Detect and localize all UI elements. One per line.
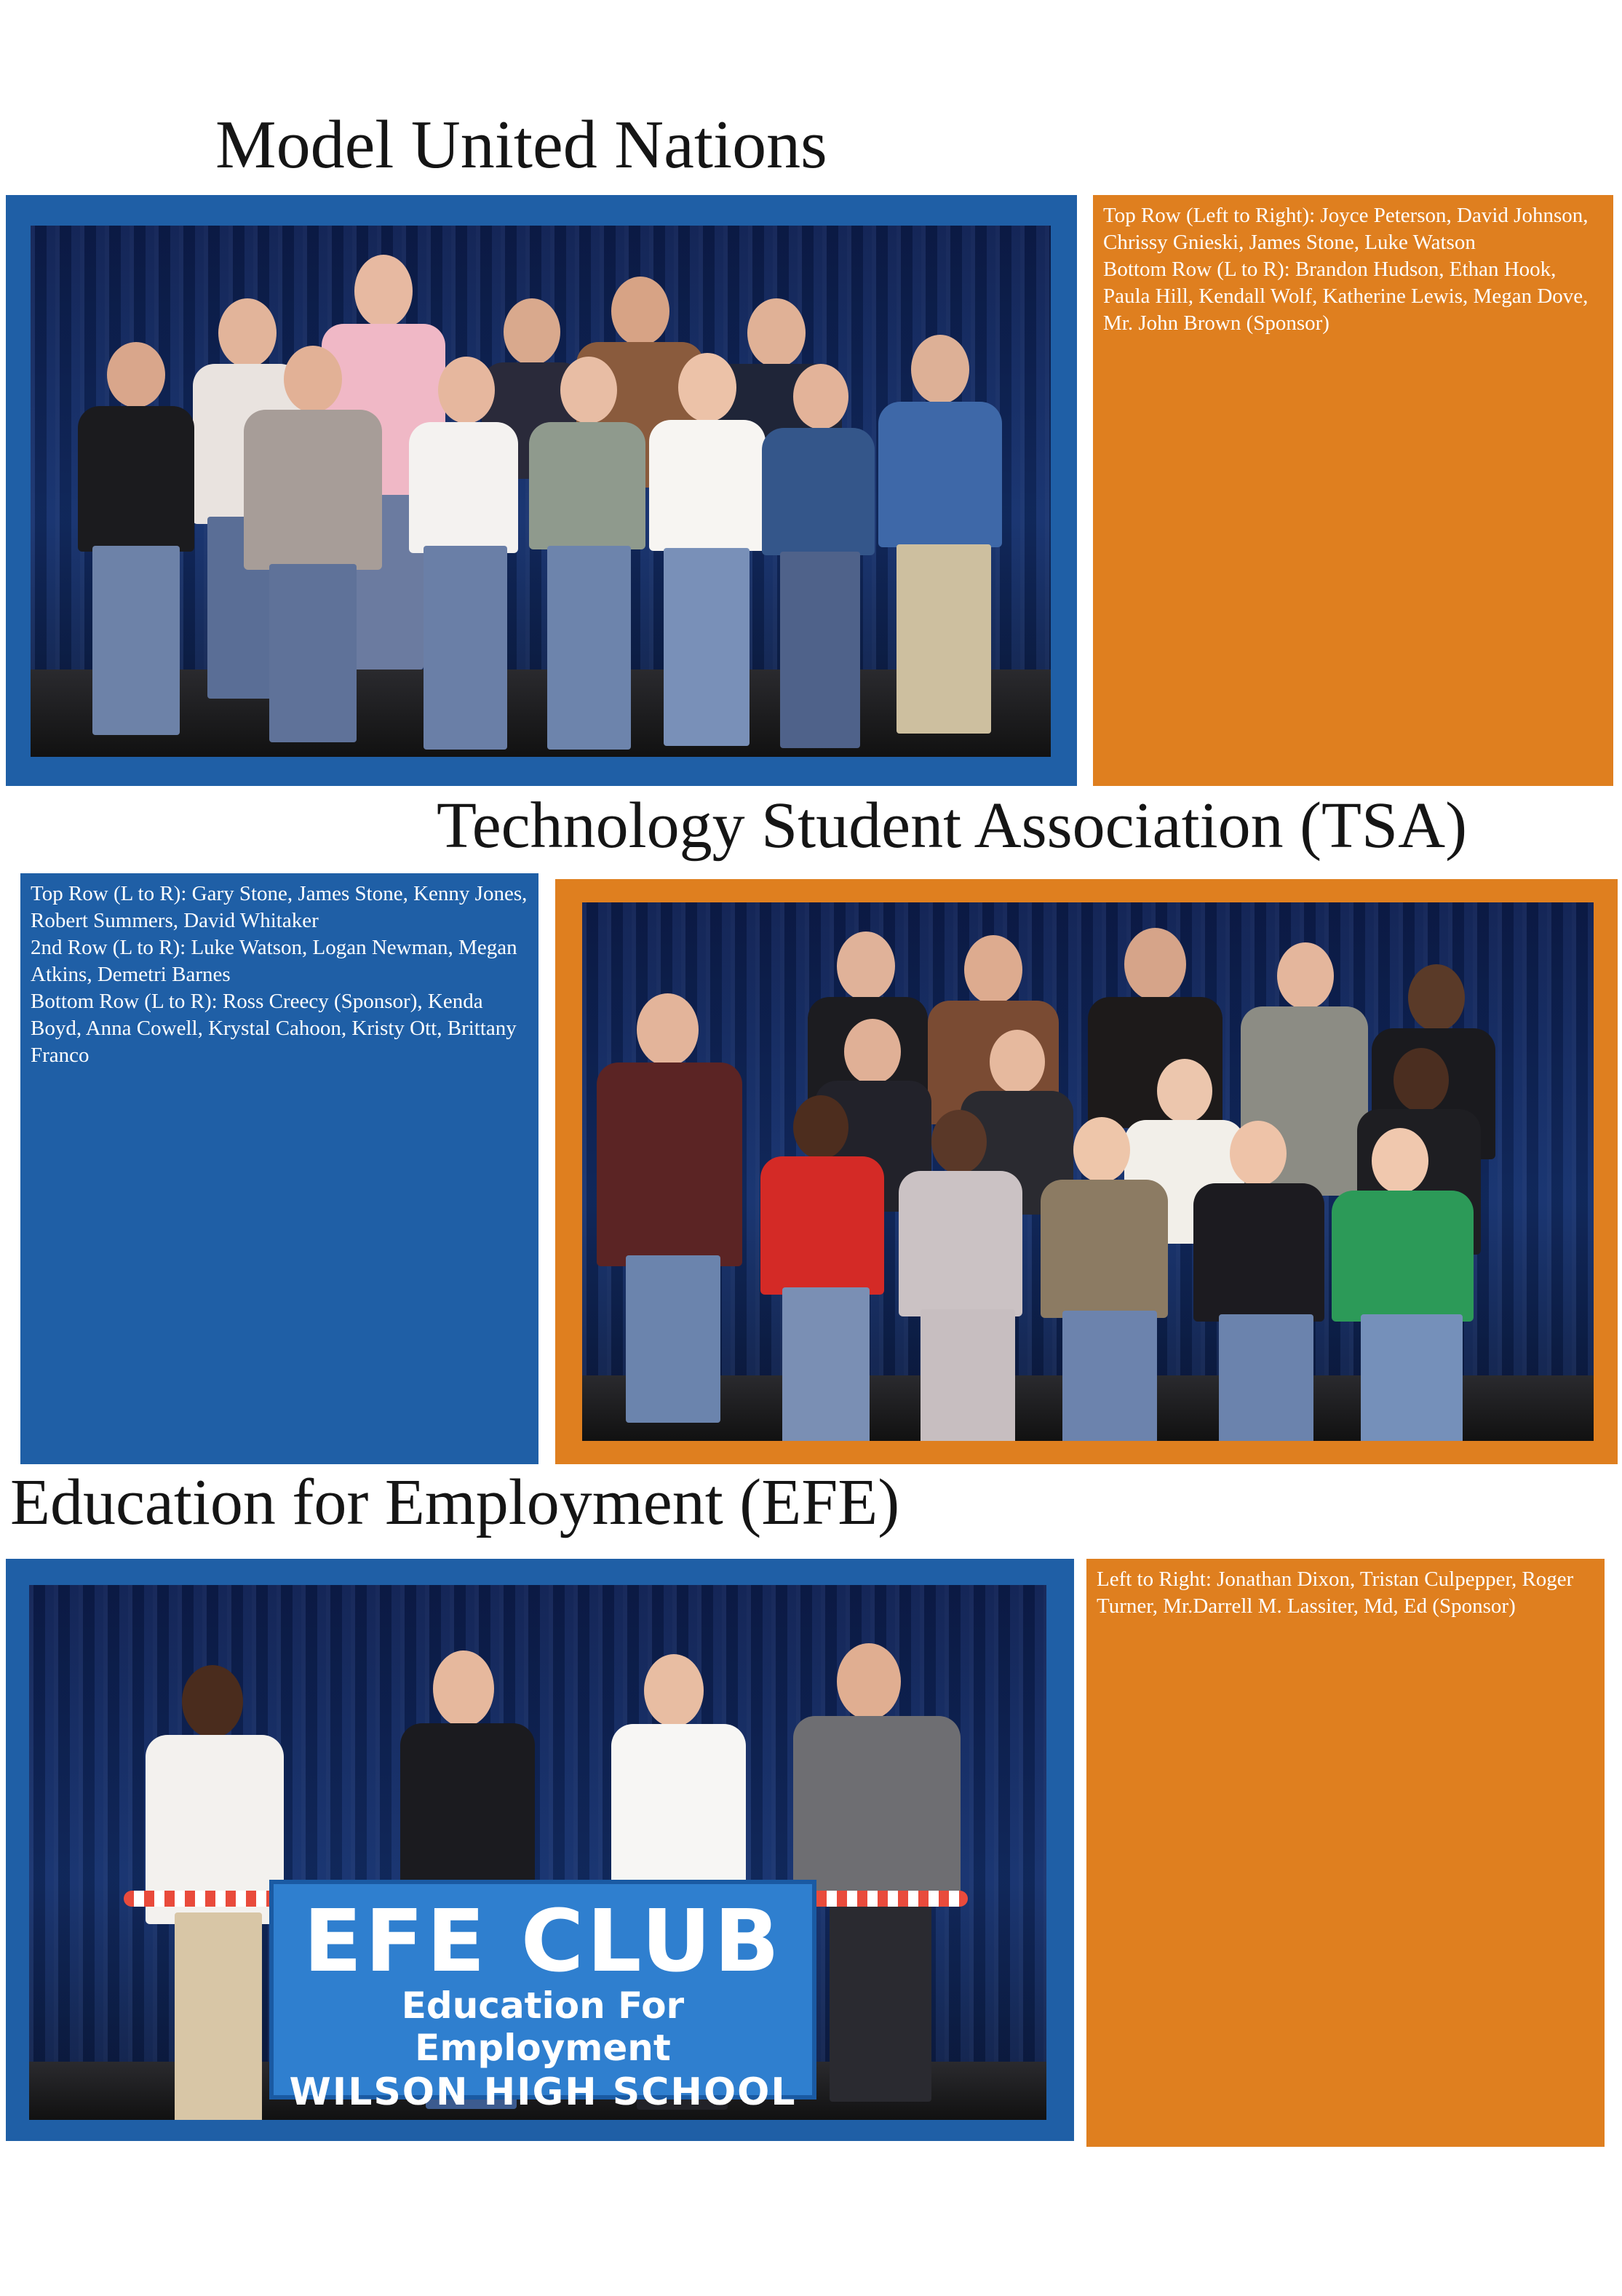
mun-caption-top-row: Top Row (Left to Right): Joyce Peterson, David Johnson, Chrissy Gnieski, James Stone, Luke Watson <box>1103 204 1589 254</box>
efe-group-photo <box>29 1585 1046 2120</box>
tsa-caption-panel <box>20 873 538 1464</box>
banner-line-3: WILSON HIGH SCHOOL <box>289 2070 797 2114</box>
efe-club-banner <box>269 1880 816 2114</box>
mun-caption-panel <box>1093 195 1613 786</box>
tsa-title: Technology Student Association (TSA) <box>437 790 1468 862</box>
mun-caption-bottom-row: Bottom Row (L to R): Brandon Hudson, Ethan Hook, Paula Hill, Kendall Wolf, Katherine Lewis, Megan Dove, Mr. John Brown (Sponsor) <box>1103 258 1589 335</box>
efe-caption-row: Left to Right: Jonathan Dixon, Tristan Culpepper, Roger Turner, Mr.Darrell M. Lassiter, Md, Ed (Sponsor) <box>1097 1568 1574 1618</box>
tsa-caption-second-row: 2nd Row (L to R): Luke Watson, Logan Newman, Megan Atkins, Demetri Barnes <box>31 936 517 986</box>
efe-title: Education for Employment (EFE) <box>10 1466 900 1538</box>
tsa-caption-bottom-row: Bottom Row (L to R): Ross Creecy (Sponsor), Kenda Boyd, Anna Cowell, Krystal Cahoon, Kristy Ott, Brittany Franco <box>31 990 517 1067</box>
mun-title: Model United Nations <box>215 107 827 183</box>
tsa-caption-top-row: Top Row (L to R): Gary Stone, James Stone, Kenny Jones, Robert Summers, David Whitaker <box>31 882 528 932</box>
efe-caption-panel <box>1086 1559 1605 2147</box>
banner-line-2: Education For Employment <box>401 1985 685 2069</box>
banner-line-1: EFE CLUB <box>303 1891 783 1991</box>
mun-group-photo <box>31 226 1051 757</box>
tsa-group-photo <box>582 902 1594 1441</box>
